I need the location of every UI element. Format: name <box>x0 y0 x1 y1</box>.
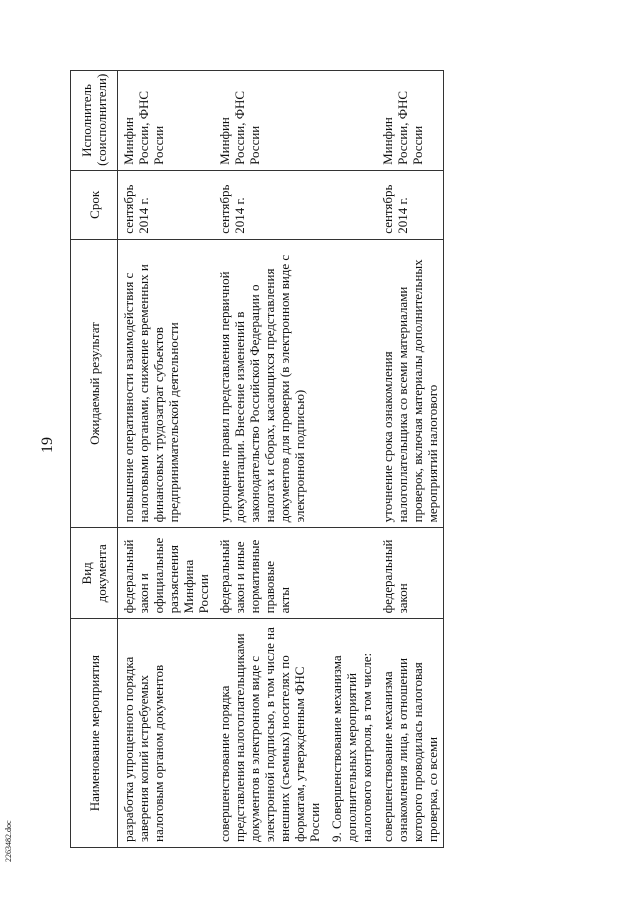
cell-expected-result: упрощение правил представления первичной документации. Внесение изменений в законодательство Российской Федерации о налогах и сборах, касающихся представления документов для проверки (в электронном виде с электронной подписью) <box>214 239 325 528</box>
cell-deadline: сентябрь 2014 г. <box>118 170 215 239</box>
header-document-type: Вид документа <box>71 528 118 619</box>
cell-measure-name: разработка упрощенного порядка заверения копий истребуемых налоговым органом документов <box>118 619 215 848</box>
empty-cell <box>325 239 377 528</box>
header-expected-result: Ожидаемый результат <box>71 239 118 528</box>
measures-table <box>70 70 444 848</box>
cell-deadline: сентябрь 2014 г. <box>214 170 325 239</box>
cell-executor: Минфин России, ФНС России <box>377 71 444 171</box>
cell-expected-result: уточнение срока ознакомления налогоплательщика со всеми материалами проверок, включая материалы дополнительных мероприятий налогового <box>377 239 444 528</box>
measures-table-container <box>70 70 620 848</box>
header-executor: Исполнитель (соисполнители) <box>71 71 118 171</box>
table-row <box>214 71 325 848</box>
cell-executor: Минфин России, ФНС России <box>118 71 215 171</box>
document-code: 2263482.doc <box>4 820 13 862</box>
table-row <box>118 71 215 848</box>
cell-document-type: федеральный закон <box>377 528 444 619</box>
cell-measure-name: совершенствование порядка представления налогоплательщиками документов в электронном виде с электронной подписью, в том числе на внешних (съемных) носителях по форматам, утвержденным ФНС России <box>214 619 325 848</box>
cell-deadline: сентябрь 2014 г. <box>377 170 444 239</box>
section-heading: 9. Совершенствование механизма дополнительных мероприятий налогового контроля, в том числе: <box>325 619 377 848</box>
empty-cell <box>325 170 377 239</box>
cell-measure-name: совершенствование механизма ознакомления лица, в отношении которого проводилась налоговая проверка, со всеми <box>377 619 444 848</box>
table-section-row <box>325 71 377 848</box>
table-header-row <box>71 71 118 848</box>
empty-cell <box>325 71 377 171</box>
table-row <box>377 71 444 848</box>
header-measure-name: Наименование мероприятия <box>71 619 118 848</box>
cell-executor: Минфин России, ФНС России <box>214 71 325 171</box>
page-number: 19 <box>39 437 56 453</box>
header-deadline: Срок <box>71 170 118 239</box>
empty-cell <box>325 528 377 619</box>
cell-expected-result: повышение оперативности взаимодействия с налоговыми органами, снижение временных и финансовых трудозатрат субъектов предпринимательской деятельности <box>118 239 215 528</box>
cell-document-type: федеральный закон и иные нормативные правовые акты <box>214 528 325 619</box>
cell-document-type: федеральный закон и официальные разъяснения Минфина России <box>118 528 215 619</box>
